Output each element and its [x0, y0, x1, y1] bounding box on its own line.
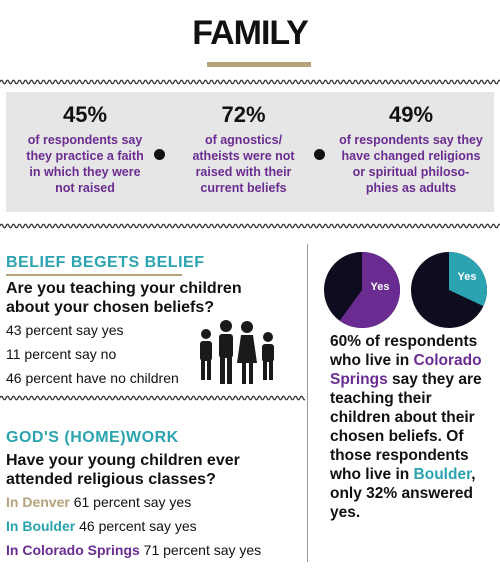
- city-label: In Boulder: [6, 518, 76, 534]
- answer-yes: 43 percent say yes: [6, 322, 124, 338]
- wavy-divider-lower: [0, 394, 305, 402]
- caption-city-boulder: Boulder: [413, 466, 472, 483]
- stat-desc-line: in which they were: [29, 165, 141, 179]
- city-value: 46 percent say yes: [79, 518, 197, 534]
- homework-row-boulder: [6, 518, 197, 534]
- stat-desc-line: of respondents say: [27, 133, 143, 147]
- stat-desc-line: of respondents say they: [339, 133, 483, 147]
- stat-desc-line: phies as adults: [365, 181, 457, 195]
- city-label: In Colorado Springs: [6, 542, 140, 558]
- wavy-divider-middle: [0, 222, 500, 230]
- bullet-dot: [314, 149, 325, 160]
- family-icon: [195, 318, 285, 386]
- stat-description: [332, 132, 490, 196]
- question-line: about your chosen beliefs?: [6, 299, 215, 316]
- pie-label-yes: Yes: [370, 281, 390, 293]
- caption-text: 60% of respondents who live in: [330, 333, 478, 369]
- wavy-divider-top: [0, 78, 500, 86]
- homework-row-springs: [6, 542, 261, 558]
- stat-desc-line: of agnostics/: [204, 133, 283, 147]
- stat-description: [176, 132, 311, 196]
- pie-chart-boulder: [409, 250, 489, 330]
- stat-desc-line: not raised: [55, 181, 115, 195]
- caption-text: say they are teaching their children about their chosen beliefs. Of those respondents who live in: [330, 371, 482, 483]
- caption-city-springs: Colorado Springs: [330, 352, 482, 388]
- question-line: Are you teaching your children: [6, 280, 242, 297]
- pie-label-yes: Yes: [457, 271, 477, 283]
- stat-desc-line: atheists were not: [192, 149, 295, 163]
- page-title: FAMILY: [192, 14, 308, 52]
- question-line: attended religious classes?: [6, 471, 216, 488]
- bullet-dot: [154, 149, 165, 160]
- caption-text: , only 32% answered yes.: [330, 466, 476, 521]
- stat-percent: 72%: [221, 102, 266, 127]
- stat-desc-line: have changed religions: [341, 149, 481, 163]
- question-belief: [6, 279, 242, 317]
- section-title-belief: BELIEF BEGETS BELIEF: [6, 254, 205, 271]
- pie-caption: [330, 332, 495, 522]
- title-underline: [207, 62, 311, 67]
- pie-chart-colorado-springs: [322, 250, 402, 330]
- stat-block: [332, 102, 490, 196]
- city-label: In Denver: [6, 494, 70, 510]
- stat-percent: 45%: [62, 102, 108, 127]
- city-value: 71 percent say yes: [143, 542, 262, 558]
- section-title-homework: GOD'S (HOME)WORK: [6, 429, 179, 446]
- answer-no: 11 percent say no: [6, 346, 117, 362]
- section-underline: [6, 274, 182, 276]
- question-line: Have your young children ever: [6, 452, 240, 469]
- stats-panel: [6, 92, 494, 212]
- stat-percent: 49%: [388, 102, 434, 127]
- stat-desc-line: raised with their: [195, 165, 292, 179]
- stat-block: [176, 102, 311, 196]
- answer-no-children: 46 percent have no children: [6, 370, 179, 386]
- question-homework: [6, 451, 240, 489]
- stat-desc-line: they practice a faith: [26, 149, 144, 163]
- stat-description: [10, 132, 160, 196]
- stat-desc-line: current beliefs: [200, 181, 287, 195]
- column-divider: [307, 244, 308, 562]
- stat-desc-line: or spiritual philoso-: [352, 165, 470, 179]
- city-value: 61 percent say yes: [73, 494, 192, 510]
- stat-block: [10, 102, 160, 196]
- homework-row-denver: [6, 494, 191, 510]
